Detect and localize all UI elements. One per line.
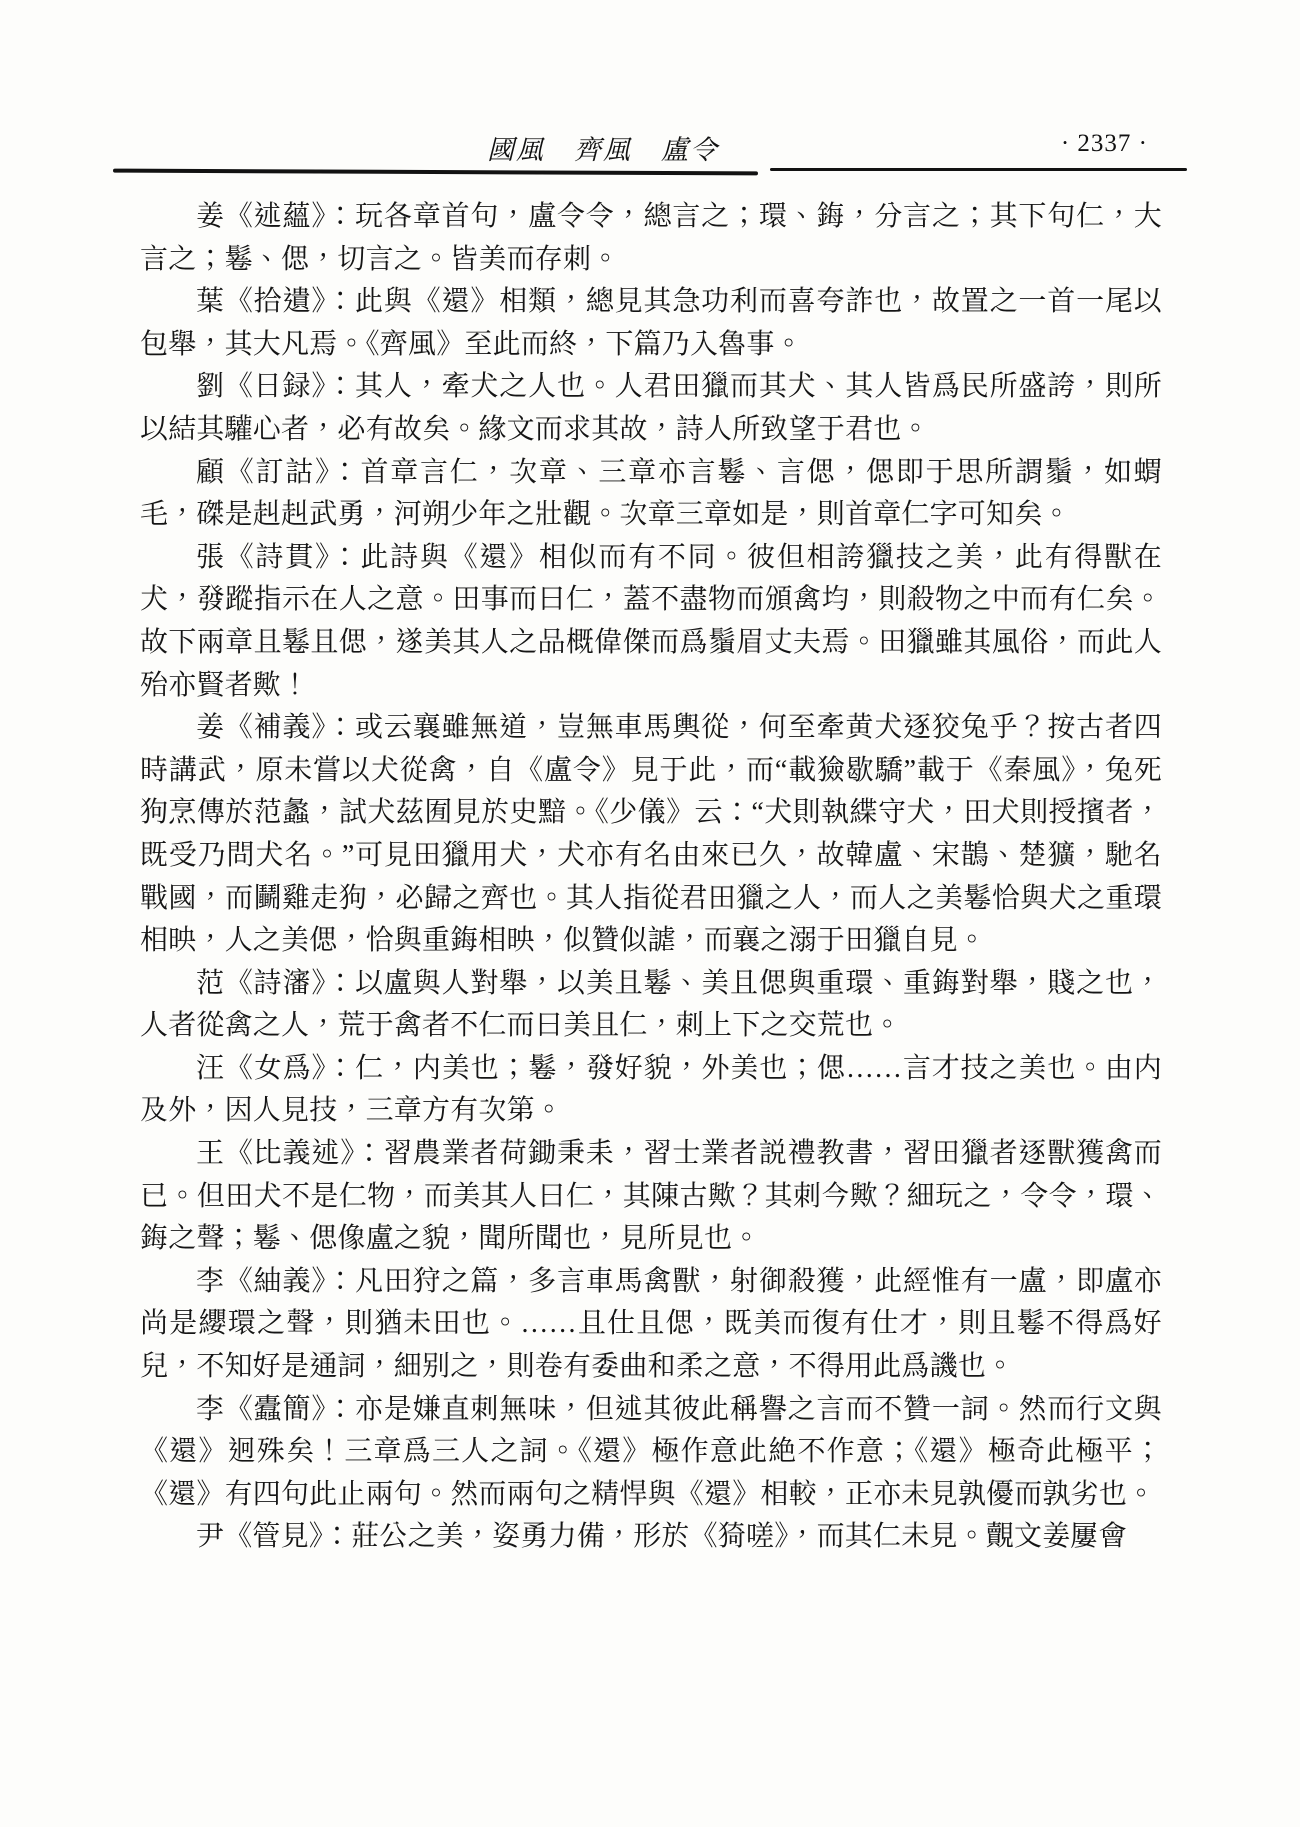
commentary-paragraph: 尹《管見》：莊公之美，姿勇力備，形於《猗嗟》，而其仁未見。覿文姜屢會 [196, 1521, 1127, 1553]
header-rule-right-segment [770, 168, 1187, 171]
section-title: 國風 齊風 盧令 [487, 135, 719, 165]
commentary-text-block [140, 196, 1162, 1559]
commentary-paragraph: 姜《補義》：或云襄雖無道，豈無車馬輿從，何至牽黄犬逐狡兔乎？按古者四時講武，原未嘗以犬從禽，自《盧令》見于此，而“載獫歇驕”載于《秦風》，兔死狗烹傳於范蠡，試犬茲囿見於史黯。《少儀》云：“犬則執緤守犬，田犬則授擯者，既受乃問犬名。”可見田獵用犬，犬亦有名由來已久，故韓盧、宋鵲、楚獷，馳名戰國，而鬭雞走狗，必歸之齊也。其人指從君田獵之人，而人之美鬈恰與犬之重環相映，人之美偲，恰與重鋂相映，似贊似謔，而襄之溺于田獵自見。 [140, 712, 1162, 957]
commentary-paragraph: 李《蠹簡》：亦是嫌直刺無味，但述其彼此稱譽之言而不贊一詞。然而行文與《還》迥殊矣！三章爲三人之詞。《還》極作意此絶不作意；《還》極奇此極平；《還》有四句此止兩句。然而兩句之精悍與《還》相較，正亦未見孰優而孰劣也。 [140, 1393, 1162, 1510]
commentary-paragraph: 范《詩瀋》：以盧與人對舉，以美且鬈、美且偲與重環、重鋂對舉，賤之也，人者從禽之人，荒于禽者不仁而曰美且仁，刺上下之交荒也。 [140, 967, 1162, 1042]
commentary-paragraph: 張《詩貫》：此詩與《還》相似而有不同。彼但相誇獵技之美，此有得獸在犬，發蹤指示在人之意。田事而曰仁，蓋不盡物而頒禽均，則殺物之中而有仁矣。故下兩章且鬈且偲，遂美其人之品概偉傑而爲鬚眉丈夫焉。田獵雖其風俗，而此人殆亦賢者歟！ [140, 541, 1162, 701]
page-number: · 2337 · [1060, 130, 1148, 157]
commentary-paragraph: 李《紬義》：凡田狩之篇，多言車馬禽獸，射御殺獲，此經惟有一盧，即盧亦尚是纓環之聲，則猶未田也。……且仕且偲，既美而復有仕才，則且鬈不得爲好兒，不知好是通詞，細别之，則卷有委曲和柔之意，不得用此爲譏也。 [140, 1265, 1162, 1383]
commentary-paragraph: 葉《拾遺》：此與《還》相類，總見其急功利而喜夸詐也，故置之一首一尾以包舉，其大凡焉。《齊風》至此而終，下篇乃入魯事。 [140, 286, 1162, 360]
commentary-paragraph: 王《比義述》：習農業者荷鋤秉耒，習士業者説禮教書，習田獵者逐獸獲禽而已。但田犬不是仁物，而美其人曰仁，其陳古歟？其刺今歟？細玩之，令令，環、鋂之聲；鬈、偲像盧之貌，聞所聞也，見所見也。 [140, 1138, 1162, 1255]
header-rule-left-segment [113, 169, 758, 176]
commentary-paragraph: 姜《述蘊》：玩各章首句，盧令令，總言之；環、鋂，分言之；其下句仁，大言之；鬈、偲，切言之。皆美而存刺。 [140, 201, 1162, 275]
running-head [0, 128, 1300, 168]
commentary-paragraph: 顧《訂詁》：首章言仁，次章、三章亦言鬈、言偲，偲即于思所謂鬚，如蝟毛，磔是赳赳武勇，河朔少年之壯觀。次章三章如是，則首章仁字可知矣。 [140, 456, 1162, 531]
commentary-paragraph: 劉《日録》：其人，牽犬之人也。人君田獵而其犬、其人皆爲民所盛誇，則所以結其驩心者，必有故矣。緣文而求其故，詩人所致望于君也。 [140, 371, 1162, 445]
commentary-paragraph: 汪《女爲》：仁，内美也；鬈，發好貌，外美也；偲……言才技之美也。由内及外，因人見技，三章方有次第。 [140, 1052, 1162, 1127]
